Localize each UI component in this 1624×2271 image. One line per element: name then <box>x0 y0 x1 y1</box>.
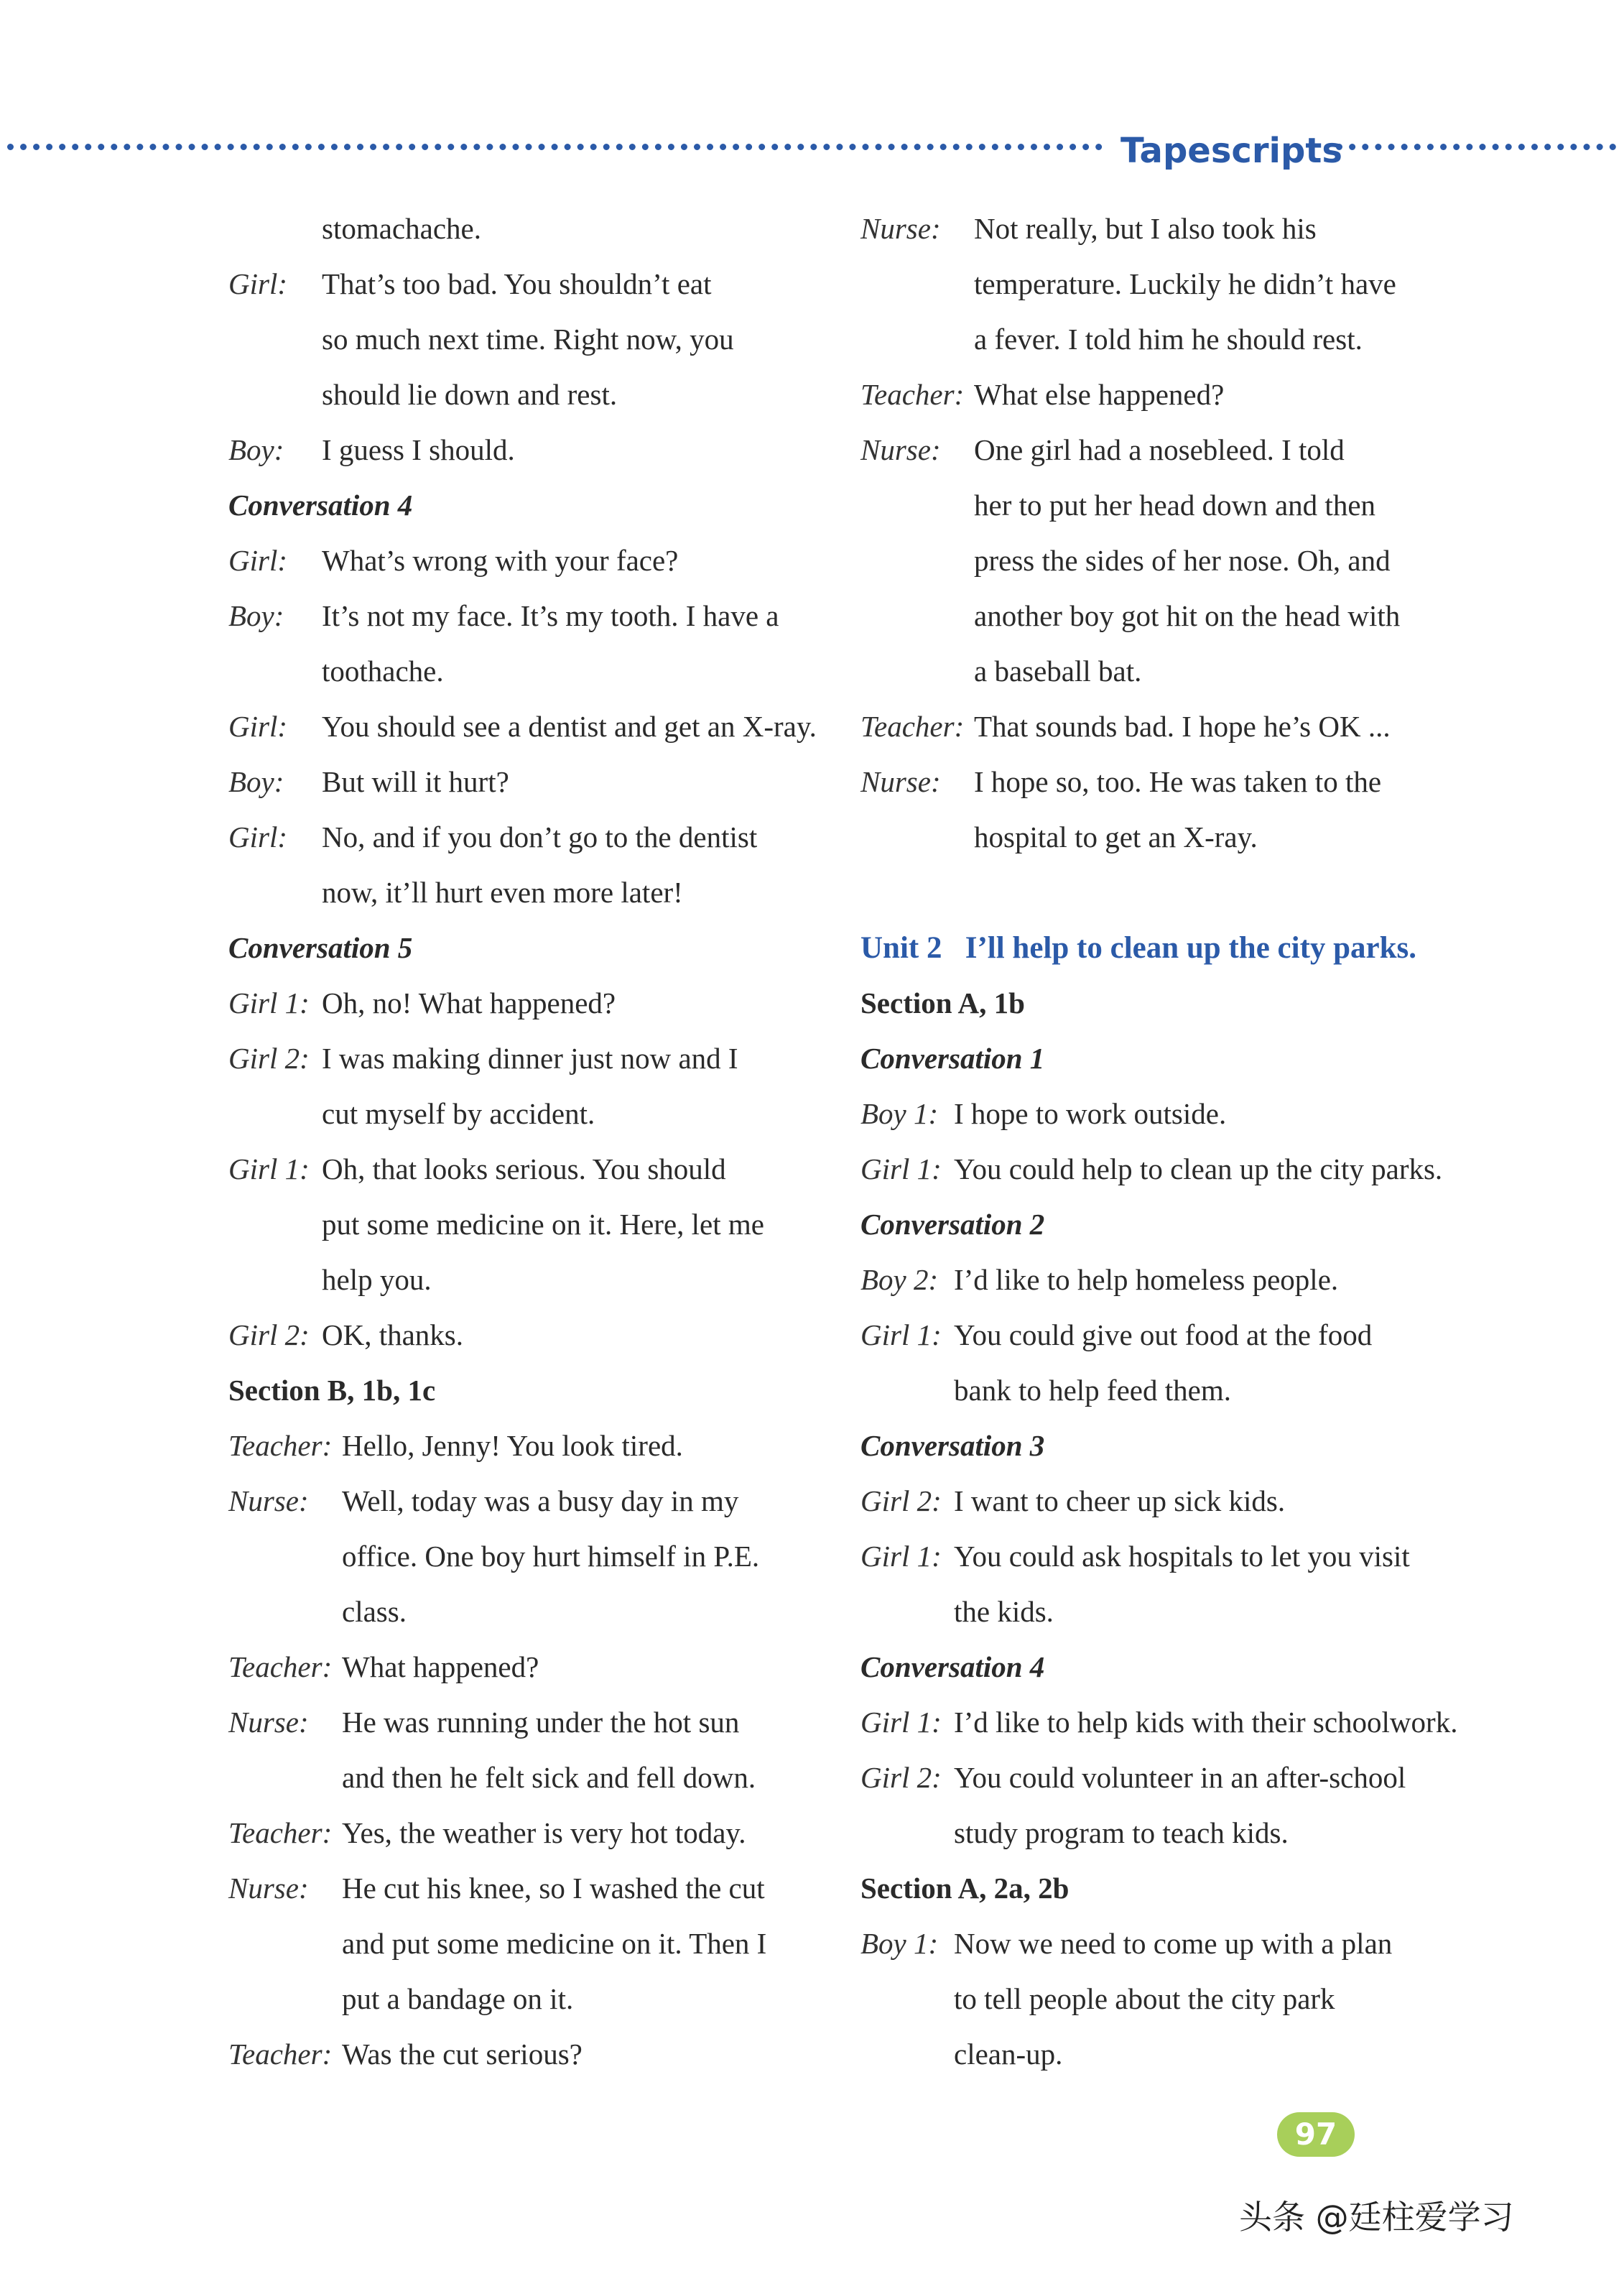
dialogue-text: so much next time. Right now, you <box>322 323 734 356</box>
conversation-heading-text: Conversation 4 <box>228 489 413 522</box>
dialogue-text: cut myself by accident. <box>322 1097 595 1130</box>
dialogue-line <box>228 367 839 422</box>
page-header-title: Tapescripts <box>1120 131 1342 171</box>
conversation-heading <box>228 920 839 976</box>
dialogue-line <box>860 1474 1471 1529</box>
speaker-label: Boy 1: <box>860 1927 939 1960</box>
dialogue-text: the kids. <box>954 1595 1054 1628</box>
dialogue-line <box>860 588 1471 644</box>
speaker-label: Girl 1: <box>860 1540 942 1573</box>
dialogue-line <box>860 478 1471 533</box>
dialogue-text: He was running under the hot sun <box>342 1706 740 1739</box>
speaker-label: Girl 2: <box>860 1484 942 1517</box>
dialogue-line <box>228 1861 839 1916</box>
dialogue-text: class. <box>342 1595 407 1628</box>
dialogue-text: Yes, the weather is very hot today. <box>342 1816 746 1849</box>
dialogue-line <box>228 1529 839 1584</box>
dialogue-line <box>228 1142 839 1197</box>
watermark-text: 头条 @廷柱爱学习 <box>1239 2198 1514 2237</box>
dialogue-text: stomachache. <box>322 212 481 245</box>
speaker-label: Nurse: <box>860 765 941 798</box>
speaker-label: Teacher: <box>228 1650 333 1683</box>
dialogue-line <box>228 312 839 367</box>
dialogue-text: OK, thanks. <box>322 1318 464 1351</box>
dialogue-line <box>860 1971 1471 2027</box>
section-heading-text: Section B, 1b, 1c <box>228 1374 436 1407</box>
dialogue-text: I hope to work outside. <box>954 1097 1227 1130</box>
dialogue-line <box>228 1031 839 1086</box>
dialogue-line <box>228 2027 839 2082</box>
conversation-heading-text: Conversation 4 <box>860 1650 1045 1683</box>
speaker-label: Nurse: <box>860 433 941 466</box>
dialogue-text: Oh, that looks serious. You should <box>322 1152 726 1185</box>
speaker-label: Girl 2: <box>860 1761 942 1794</box>
speaker-label: Boy 2: <box>860 1263 939 1296</box>
unit-heading-text: Unit 2 I’ll help to clean up the city parks. <box>860 931 1417 965</box>
dialogue-text: But will it hurt? <box>322 765 509 798</box>
speaker-label: Girl: <box>228 267 287 300</box>
dialogue-line <box>860 1252 1471 1308</box>
dialogue-text: I was making dinner just now and I <box>322 1042 738 1075</box>
speaker-label: Teacher: <box>860 710 965 743</box>
header-dotted-rule-right <box>1336 144 1616 150</box>
dialogue-line <box>860 1916 1471 1971</box>
dialogue-text: You could volunteer in an after-school <box>954 1761 1406 1794</box>
dialogue-line <box>860 699 1471 754</box>
speaker-label: Girl 1: <box>228 986 310 1019</box>
conversation-heading-text: Conversation 1 <box>860 1042 1045 1075</box>
section-heading-text: Section A, 2a, 2b <box>860 1872 1069 1905</box>
dialogue-text: Oh, no! What happened? <box>322 986 616 1019</box>
dialogue-line <box>228 1971 839 2027</box>
dialogue-line <box>228 1584 839 1639</box>
section-heading-text: Section A, 1b <box>860 986 1025 1019</box>
dialogue-text: should lie down and rest. <box>322 378 618 411</box>
dialogue-line <box>860 1142 1471 1197</box>
dialogue-text: Now we need to come up with a plan <box>954 1927 1393 1960</box>
dialogue-text: now, it’ll hurt even more later! <box>322 876 683 909</box>
dialogue-line <box>228 1639 839 1695</box>
conversation-heading <box>860 1197 1471 1252</box>
dialogue-text: I hope so, too. He was taken to the <box>974 765 1382 798</box>
conversation-heading-text: Conversation 2 <box>860 1208 1045 1241</box>
conversation-heading-text: Conversation 3 <box>860 1429 1045 1462</box>
spacer <box>860 865 1471 920</box>
dialogue-line <box>228 1252 839 1308</box>
dialogue-line <box>228 1197 839 1252</box>
dialogue-line <box>228 644 839 699</box>
speaker-label: Girl 1: <box>228 1152 310 1185</box>
dialogue-text: It’s not my face. It’s my tooth. I have a <box>322 599 779 632</box>
dialogue-line <box>860 754 1471 810</box>
dialogue-line <box>228 588 839 644</box>
speaker-label: Girl 1: <box>860 1318 942 1351</box>
dialogue-text: put some medicine on it. Here, let me <box>322 1208 764 1241</box>
dialogue-line <box>860 312 1471 367</box>
dialogue-text: and then he felt sick and fell down. <box>342 1761 756 1794</box>
speaker-label: Boy: <box>228 765 284 798</box>
dialogue-text: What happened? <box>342 1650 539 1683</box>
dialogue-line <box>228 699 839 754</box>
dialogue-text: help you. <box>322 1263 432 1296</box>
speaker-label: Nurse: <box>228 1872 309 1905</box>
dialogue-text: Was the cut serious? <box>342 2038 583 2071</box>
speaker-label: Girl 1: <box>860 1152 942 1185</box>
dialogue-line <box>228 754 839 810</box>
dialogue-text: Not really, but I also took his <box>974 212 1317 245</box>
section-heading <box>860 1861 1471 1916</box>
left-column <box>228 201 839 2082</box>
header-dotted-rule-left <box>7 144 1103 150</box>
right-column <box>860 201 1471 2082</box>
speaker-label: Boy: <box>228 433 284 466</box>
dialogue-line <box>228 1474 839 1529</box>
speaker-label: Teacher: <box>860 378 965 411</box>
dialogue-text: You should see a dentist and get an X-ray. <box>322 710 817 743</box>
speaker-label: Boy 1: <box>860 1097 939 1130</box>
dialogue-line <box>860 367 1471 422</box>
dialogue-line <box>860 1363 1471 1418</box>
dialogue-text: That’s too bad. You shouldn’t eat <box>322 267 712 300</box>
dialogue-text: That sounds bad. I hope he’s OK ... <box>974 710 1391 743</box>
dialogue-text: study program to teach kids. <box>954 1816 1289 1849</box>
conversation-heading <box>860 1418 1471 1474</box>
dialogue-text: her to put her head down and then <box>974 489 1376 522</box>
dialogue-line <box>860 256 1471 312</box>
speaker-label: Girl 2: <box>228 1042 310 1075</box>
dialogue-line <box>228 256 839 312</box>
section-heading <box>228 1363 839 1418</box>
speaker-label: Girl: <box>228 820 287 854</box>
dialogue-text: toothache. <box>322 655 444 688</box>
dialogue-text: No, and if you don’t go to the dentist <box>322 820 758 854</box>
dialogue-line <box>228 865 839 920</box>
page-number-badge: 97 <box>1277 2112 1355 2157</box>
dialogue-line <box>228 533 839 588</box>
dialogue-line <box>228 810 839 865</box>
dialogue-text: to tell people about the city park <box>954 1982 1335 2015</box>
dialogue-line <box>228 1418 839 1474</box>
dialogue-line <box>860 1805 1471 1861</box>
dialogue-line <box>228 976 839 1031</box>
speaker-label: Nurse: <box>228 1484 309 1517</box>
dialogue-text: Well, today was a busy day in my <box>342 1484 739 1517</box>
dialogue-line <box>860 1695 1471 1750</box>
dialogue-line <box>228 1308 839 1363</box>
dialogue-text: You could ask hospitals to let you visit <box>954 1540 1410 1573</box>
speaker-label: Girl: <box>228 544 287 577</box>
dialogue-line <box>228 201 839 256</box>
speaker-label: Girl 1: <box>860 1706 942 1739</box>
dialogue-line <box>860 1750 1471 1805</box>
dialogue-line <box>860 810 1471 865</box>
dialogue-line <box>228 1805 839 1861</box>
dialogue-text: He cut his knee, so I washed the cut <box>342 1872 765 1905</box>
dialogue-text: office. One boy hurt himself in P.E. <box>342 1540 760 1573</box>
dialogue-text: You could give out food at the food <box>954 1318 1373 1351</box>
dialogue-text: You could help to clean up the city parks. <box>954 1152 1443 1185</box>
dialogue-text: temperature. Luckily he didn’t have <box>974 267 1396 300</box>
dialogue-line <box>228 1695 839 1750</box>
dialogue-text: I want to cheer up sick kids. <box>954 1484 1286 1517</box>
dialogue-text: I guess I should. <box>322 433 515 466</box>
unit-heading <box>860 920 1471 976</box>
dialogue-text: What else happened? <box>974 378 1225 411</box>
conversation-heading <box>860 1639 1471 1695</box>
dialogue-text: clean-up. <box>954 2038 1063 2071</box>
dialogue-text: bank to help feed them. <box>954 1374 1231 1407</box>
dialogue-text: I’d like to help kids with their schoolwork. <box>954 1706 1458 1739</box>
speaker-label: Teacher: <box>228 2038 333 2071</box>
dialogue-text: press the sides of her nose. Oh, and <box>974 544 1391 577</box>
conversation-heading-text: Conversation 5 <box>228 931 413 964</box>
dialogue-line <box>860 533 1471 588</box>
speaker-label: Boy: <box>228 599 284 632</box>
dialogue-line <box>228 1750 839 1805</box>
dialogue-line <box>228 422 839 478</box>
dialogue-text: another boy got hit on the head with <box>974 599 1401 632</box>
dialogue-text: and put some medicine on it. Then I <box>342 1927 767 1960</box>
dialogue-line <box>860 2027 1471 2082</box>
speaker-label: Girl 2: <box>228 1318 310 1351</box>
dialogue-line <box>228 1916 839 1971</box>
section-heading <box>860 976 1471 1031</box>
speaker-label: Nurse: <box>228 1706 309 1739</box>
conversation-heading <box>860 1031 1471 1086</box>
dialogue-text: a baseball bat. <box>974 655 1142 688</box>
dialogue-line <box>860 201 1471 256</box>
dialogue-text: I’d like to help homeless people. <box>954 1263 1339 1296</box>
dialogue-text: a fever. I told him he should rest. <box>974 323 1363 356</box>
dialogue-text: One girl had a nosebleed. I told <box>974 433 1345 466</box>
dialogue-text: What’s wrong with your face? <box>322 544 679 577</box>
conversation-heading <box>228 478 839 533</box>
speaker-label: Nurse: <box>860 212 941 245</box>
speaker-label: Teacher: <box>228 1816 333 1849</box>
dialogue-line <box>860 644 1471 699</box>
speaker-label: Girl: <box>228 710 287 743</box>
speaker-label: Teacher: <box>228 1429 333 1462</box>
dialogue-line <box>860 1086 1471 1142</box>
dialogue-text: put a bandage on it. <box>342 1982 574 2015</box>
dialogue-text: Hello, Jenny! You look tired. <box>342 1429 683 1462</box>
dialogue-line <box>228 1086 839 1142</box>
dialogue-line <box>860 1308 1471 1363</box>
dialogue-line <box>860 422 1471 478</box>
dialogue-line <box>860 1584 1471 1639</box>
dialogue-text: hospital to get an X-ray. <box>974 820 1258 854</box>
dialogue-line <box>860 1529 1471 1584</box>
